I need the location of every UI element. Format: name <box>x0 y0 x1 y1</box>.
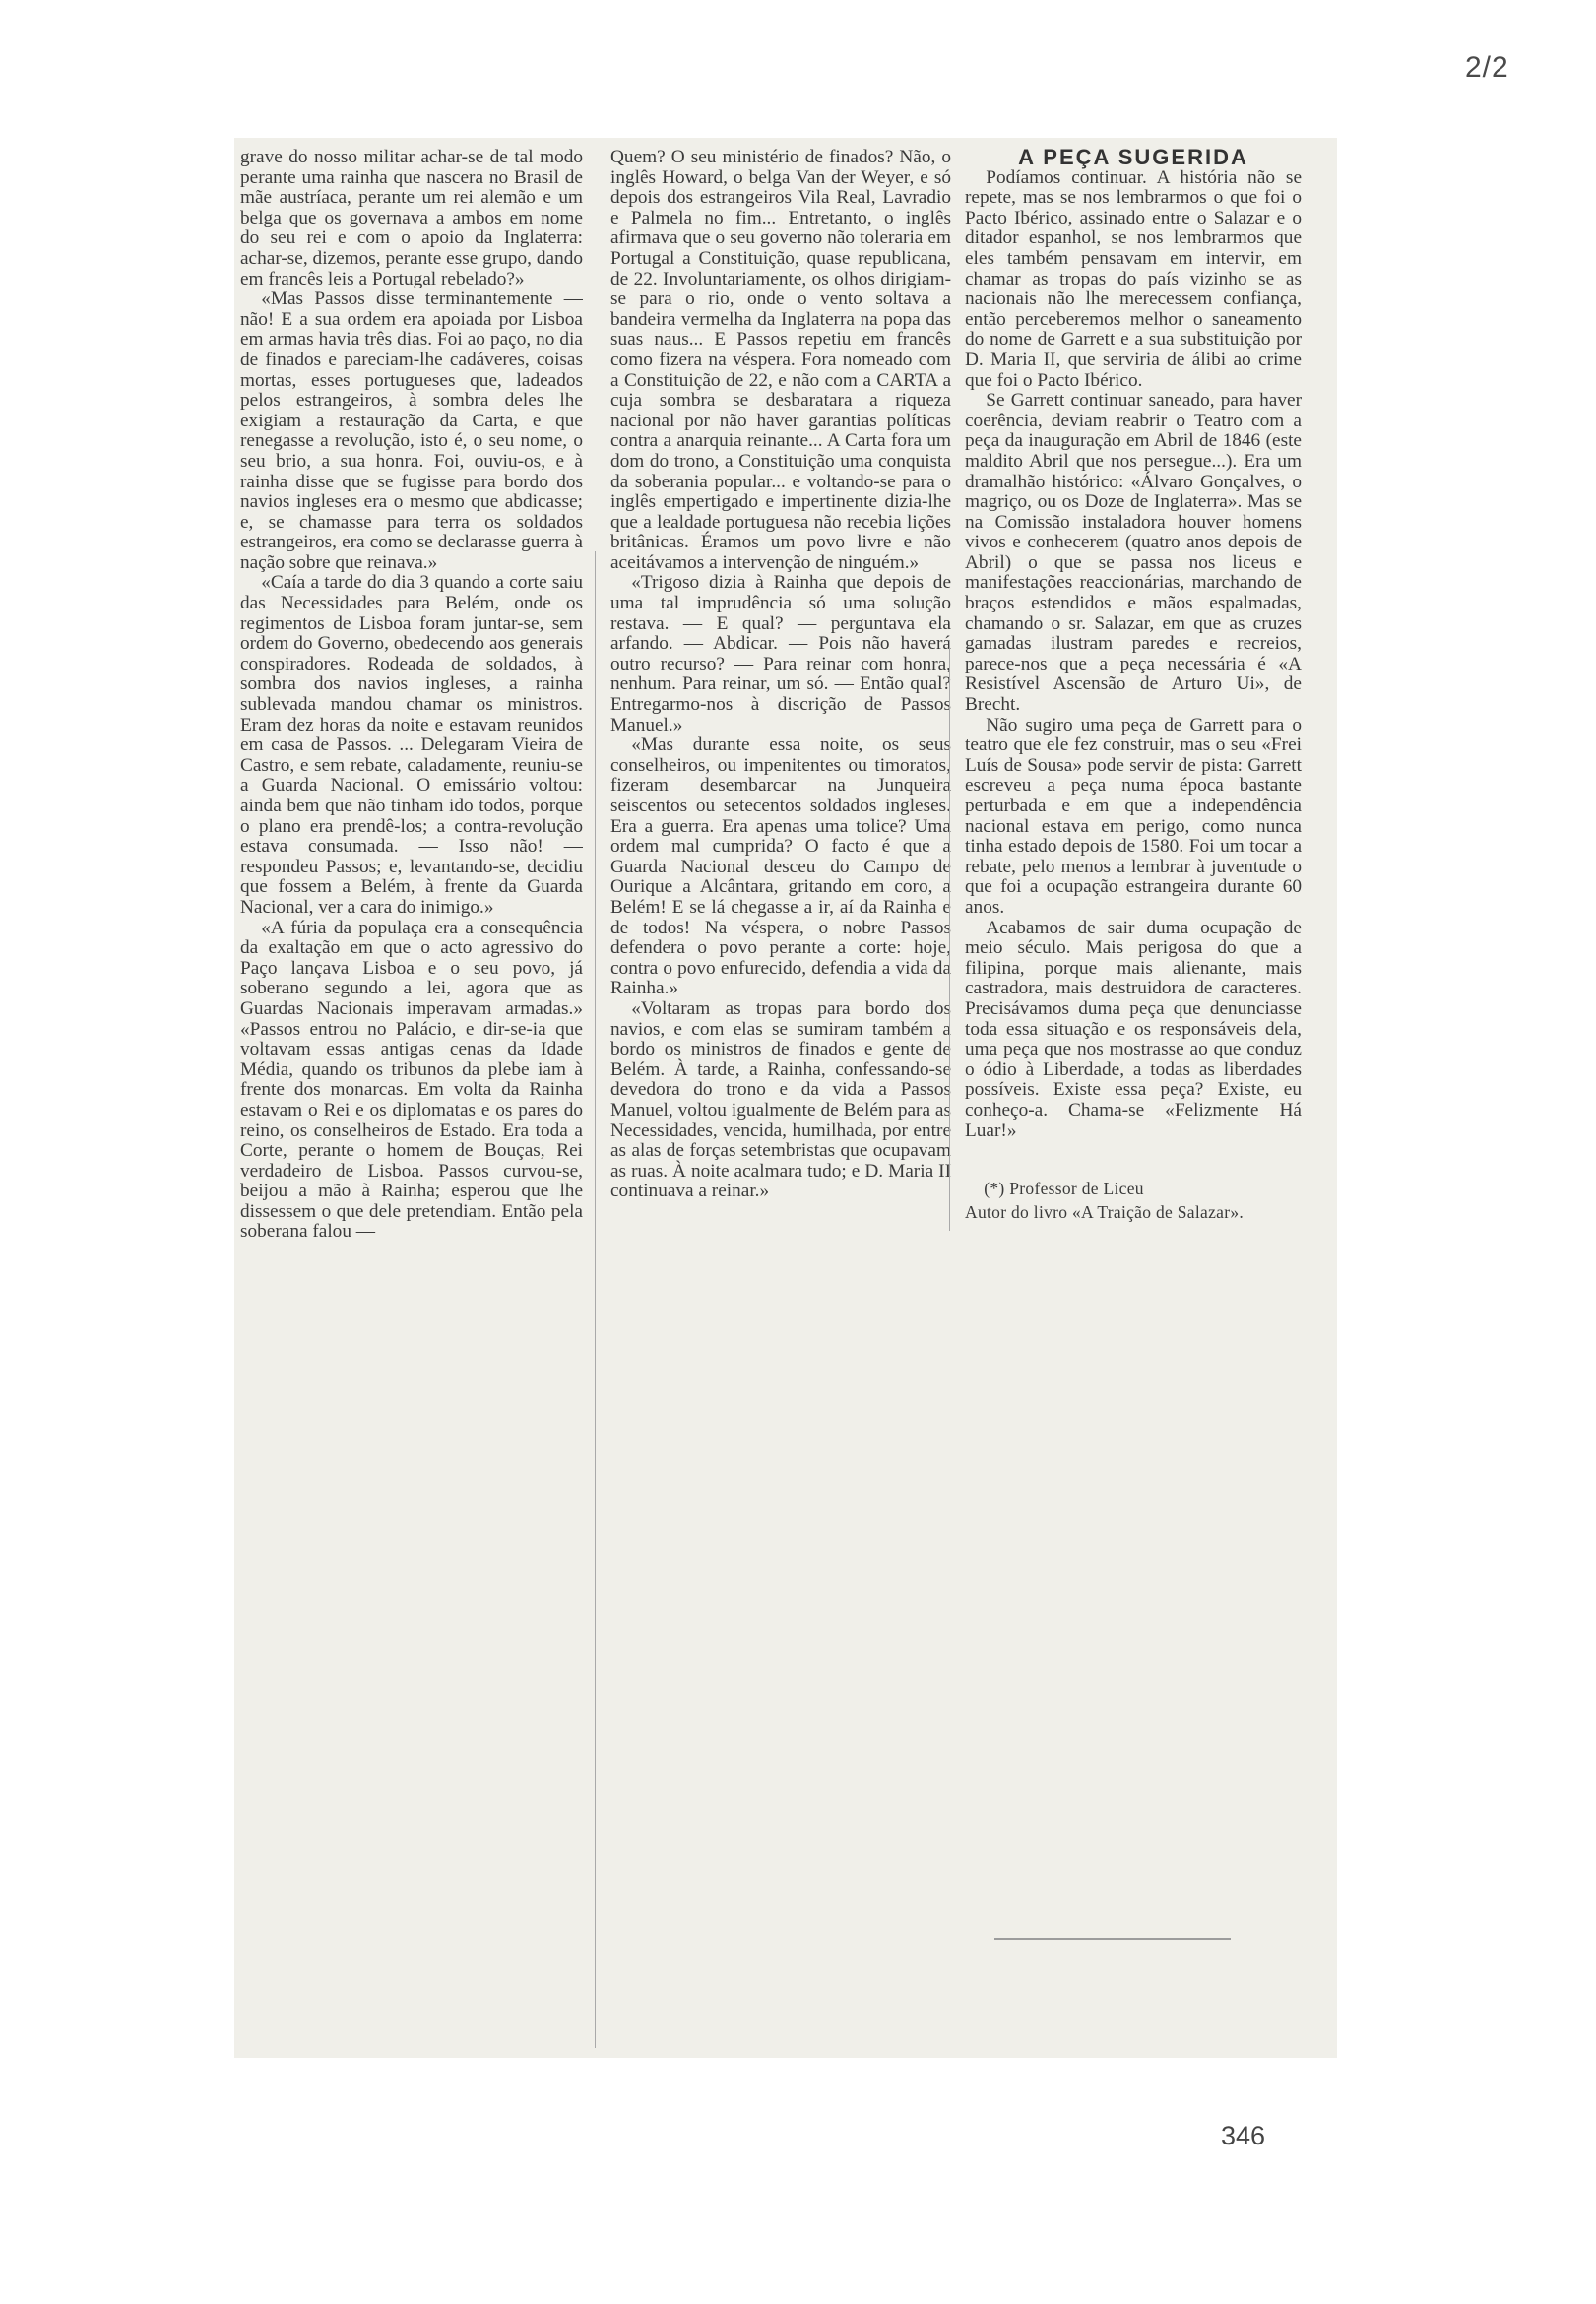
footnote-line: Autor do livro «A Traição de Salazar». <box>965 1202 1245 1223</box>
column-divider <box>949 640 950 1231</box>
column-divider <box>595 551 596 2048</box>
paragraph: «Voltaram as tropas para bordo dos navios, e com elas se sumiram também a bordo os ministros de finados e gente de Belém. À tarde, a Rainha, confessando-se devedora do trono e da vida a Passos Manuel, voltou igualmente de Belém para as Necessidades, vencida, humilhada, por entre as alas de forças setembristas que ocupavam as ruas. À noite acalmara tudo; e D. Maria II continuava a reinar.» <box>610 997 951 1202</box>
section-heading: A PEÇA SUGERIDA <box>1018 148 1248 169</box>
paragraph: Não sugiro uma peça de Garrett para o teatro que ele fez construir, mas o seu «Frei Luís de Sousa» pode servir de pista: Garrett escreveu a peça numa época bastante perturbada e em que a independência nacional estava em perigo, como nunca tinha estado depois de 1580. Foi um tocar a rebate, pelo menos a lembrar à juventude o que foi a ocupação estrangeira durante 60 anos. <box>965 714 1302 918</box>
article-column-2 <box>610 148 951 2028</box>
paragraph: «Trigoso dizia à Rainha que depois de uma tal imprudência só uma solução restava. — E qual? — perguntava ela arfando. — Abdicar. — Pois não haverá outro recurso? — Para reinar com honra, nenhum. Para reinar, um só. — Então qual? Entregarmo-nos à discrição de Passos Manuel.» <box>610 572 951 736</box>
page-number: 346 <box>1221 2121 1266 2150</box>
article-column-3 <box>965 148 1302 2018</box>
paragraph: Se Garrett continuar saneado, para haver coerência, deviam reabrir o Teatro com a peça da inauguração em Abril de 1846 (este maldito Abril que nos persegue...). Era um dramalhão histórico: «Álvaro Gonçalves, o magriço, ou os Doze de Inglaterra». Mas se na Comissão instaladora houver homens vivos e conhecerem (quatro anos depois de Abril) o que se passa nos liceus e manifestações reaccionárias, marchando de braços estendidos e mãos espalmadas, chamando o sr. Salazar, em que as cruzes gamadas ilustram paredes e recreios, parece-nos que a peça necessária é «A Resistível Ascensão de Arturo Ui», de Brecht. <box>965 390 1302 716</box>
paragraph: «Mas durante essa noite, os seus conselheiros, ou impenitentes ou timoratos, fizeram desembarcar na Junqueira seiscentos ou setecentos soldados ingleses. Era a guerra. Era apenas uma tolice? Uma ordem mal cumprida? O facto é que a Guarda Nacional desceu do Campo de Ourique a Alcântara, gritando em coro, a Belém! E se lá chegasse a ir, aí da Rainha e de todos! Na véspera, o nobre Passos defendera o povo perante a corte: hoje, contra o povo enfurecido, defendia a vida da Rainha.» <box>610 735 951 999</box>
footnote-line: (*) Professor de Liceu <box>984 1179 1144 1199</box>
author-footnote <box>965 1177 1302 1224</box>
paragraph: Quem? O seu ministério de finados? Não, o inglês Howard, o belga Van der Weyer, e só depois dos estrangeiros Vila Real, Lavradio e Palmela no fim... Entretanto, o inglês afirmava que o seu governo não toleraria em Portugal a Constituição, quase republicana, de 22. Involuntariamente, os olhos dirigiam-se para o rio, onde o vento soltava a bandeira vermelha da Inglaterra na popa das suas naus... E Passos repetiu em francês como fizera na véspera. Fora nomeado com a Constituição de 22, e não com a CARTA a cuja sombra se desbaratara a riqueza nacional por não haver garantias políticas contra a anarquia reinante... A Carta fora um dom do trono, a Constituição uma conquista da soberania popular... e voltando-se para o inglês empertigado e impertinente dizia-lhe que a lealdade portuguesa não recebia lições britânicas. Éramos um povo livre e não aceitávamos a intervenção de ninguém.» <box>610 148 951 573</box>
paragraph: grave do nosso militar achar-se de tal modo perante uma rainha que nascera no Brasil de mãe austríaca, perante um rei alemão e um belga que os governava a ambos em nome do seu rei e com o apoio da Inglaterra: achar-se, dizemos, perante esse grupo, dando em francês leis a Portugal rebelado?» <box>240 148 583 289</box>
paragraph: «Mas Passos disse terminantemente — não! E a sua ordem era apoiada por Lisboa em armas havia três dias. Foi ao paço, no dia de finados e pareciam-lhe cadáveres, coisas mortas, esses portugueses que, ladeados pelos estrangeiros, à sombra deles lhe exigiam a restauração da Carta, e que renegasse a revolução, isto é, o seu nome, o seu brio, a sua honra. Foi, ouviu-os, e à rainha disse que se fugisse para bordo dos navios ingleses era o mesmo que abdicasse; e, se chamasse para terra os soldados estrangeiros, era como se declarasse guerra à nação sobre que reinava.» <box>240 288 583 573</box>
paragraph: «Caía a tarde do dia 3 quando a corte saiu das Necessidades para Belém, onde os regimentos de Lisboa foram juntar-se, sem ordem do Governo, obedecendo aos generais conspiradores. Rodeada de soldados, à sombra dos navios ingleses, a rainha sublevada mandou chamar os ministros. Eram dez horas da noite e estavam reunidos em casa de Passos. ... Delegaram Vieira de Castro, e sem rebate, caladamente, reuniu-se a Guarda Nacional. O emissário voltou: ainda bem que não tinham ido todos, porque o plano era prendê-los; a contra-revolução estava consumada. — Isso não! — respondeu Passos; e, levantando-se, decidiu que fossem a Belém, à frente da Guarda Nacional, ver a cara do inimigo.» <box>240 572 583 918</box>
paragraph: Acabamos de sair duma ocupação de meio século. Mais perigosa do que a filipina, porque mais alienante, mais castradora, mais destruidora de caracteres. Precisávamos duma peça que denunciasse toda essa situação e os responsáveis dela, uma peça que nos mostrasse ao que conduz o ódio à Liberdade, a todas as liberdades possíveis. Existe essa peça? Existe, eu conheço-a. Chama-se «Felizmente Há Luar!» <box>965 917 1302 1141</box>
paragraph: «A fúria da populaça era a consequência da exaltação em que o acto agressivo do Paço lançava Lisboa e o seu povo, já soberano segundo a lei, agora que as Guardas Nacionais imperavam armadas.» «Passos entrou no Palácio, e dir-se-ia que voltavam essas antigas cenas da Idade Média, quando os tribunos da plebe iam à frente dos monarcas. Em volta da Rainha estavam o Rei e os diplomatas e os pares do reino, os conselheiros de Estado. Era toda a Corte, perante o homem de Bouças, Rei verdadeiro de Lisboa. Passos curvou-se, beijou a mão à Rainha; esperou que lhe dissessem o que dele pretendiam. Então pela soberana falou — <box>240 917 583 1243</box>
paragraph: Podíamos continuar. A história não se repete, mas se nos lembrarmos o que foi o Pacto Ibérico, assinado entre o Salazar e o ditador espanhol, se nos lembrarmos que eles também pensavam em intervir, em chamar as tropas do país vizinho se as nacionais não lhe merecessem confiança, então perceberemos melhor o saneamento do nome de Garrett e a sua substituição por D. Maria II, que serviria de álibi ao crime que foi o Pacto Ibérico. <box>965 166 1302 391</box>
article-column-1 <box>240 148 583 2053</box>
footnote-divider <box>994 1938 1231 1940</box>
page-counter: 2/2 <box>1465 51 1509 84</box>
